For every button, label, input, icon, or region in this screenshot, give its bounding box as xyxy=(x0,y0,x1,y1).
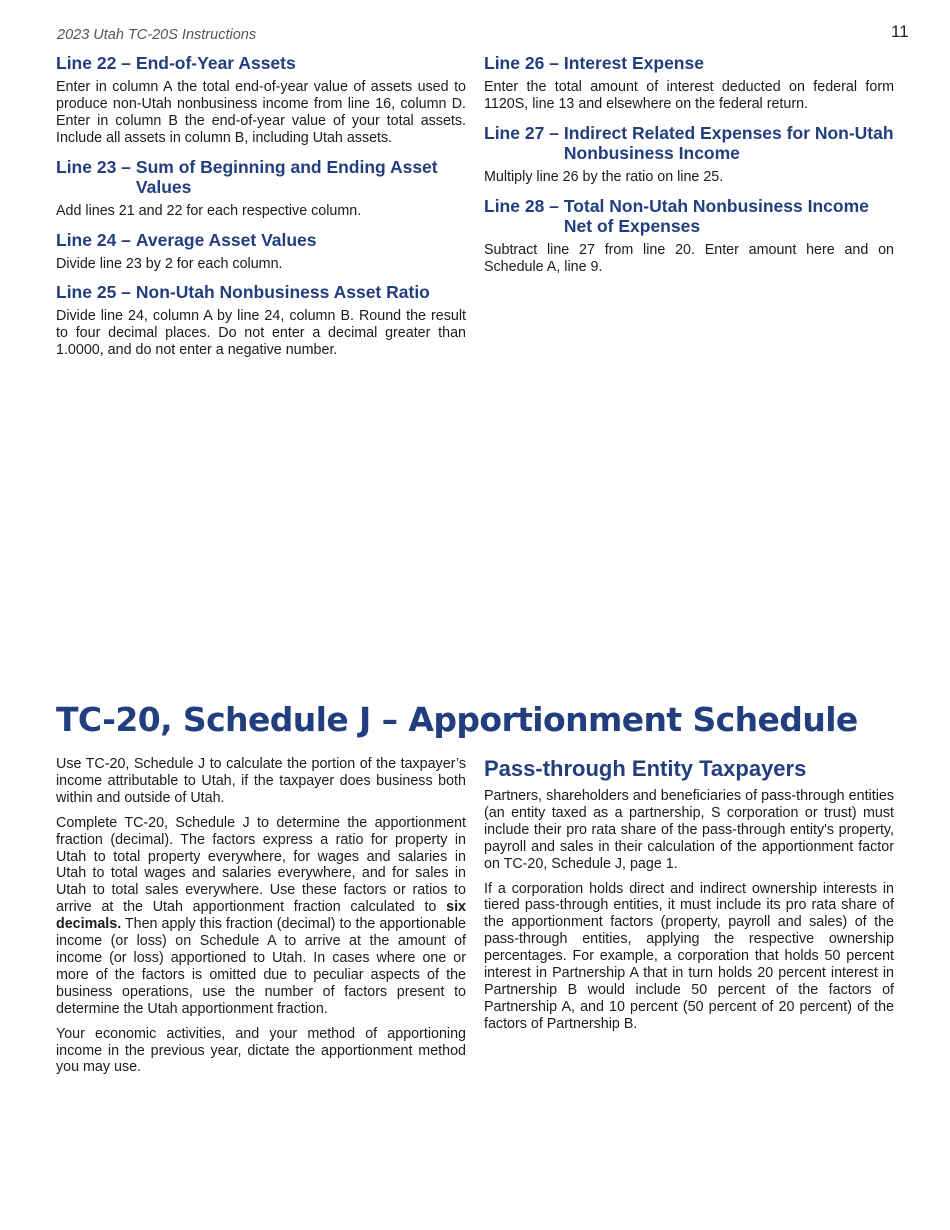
line-28-section xyxy=(484,196,894,276)
pass-through-heading: Pass-through Entity Taxpayers xyxy=(484,756,807,781)
line-number: Line 26 – xyxy=(484,53,559,73)
line-number: Line 28 – xyxy=(484,195,559,216)
line-27-section xyxy=(484,123,894,186)
paragraph-text: Then apply this fraction (decimal) to the apportionable income (or loss) on Schedule A to arrive at the amount of income (or loss) apportioned to Utah. In cases where one or more of the factors is omitted due to peculiar aspects of the business operations, use the number of factors present to determine the Utah apportionment fraction. xyxy=(56,916,466,1017)
schedule-j-title: TC-20, Schedule J – Apportionment Schedule xyxy=(56,700,858,739)
line-title: Interest Expense xyxy=(563,53,704,73)
line-heading xyxy=(484,53,894,73)
schedule-j-paragraph: Your economic activities, and your method of apportioning income in the previous year, dictate the apportionment method you may use. xyxy=(56,1025,466,1076)
line-body: Enter in column A the total end-of-year value of assets used to produce non-Utah nonbusiness income from line 16, column D. Enter in column B the end-of-year value of your total assets. Include all assets in column B, including Utah assets. xyxy=(56,79,466,146)
line-number: Line 25 – xyxy=(56,282,131,303)
line-heading xyxy=(484,123,894,163)
page-number: 11 xyxy=(891,22,909,41)
line-heading xyxy=(56,282,466,302)
line-body: Enter the total amount of interest deducted on federal form 1120S, line 13 and elsewhere on the federal return. xyxy=(484,79,894,112)
document-title: 2023 Utah TC-20S Instructions xyxy=(57,27,257,43)
line-title: Indirect Related Expenses for Non-Utah Nonbusiness Income xyxy=(563,122,894,163)
pass-through-paragraph: If a corporation holds direct and indirect ownership interests in tiered pass-through entities, it must include its pro rata share of the apportionment factors (property, payroll and sales) of the pass-through entities, applying the respective ownership percentages. For example, a corporation that holds 50 percent interest in Partnership A that in turn holds 20 percent interest in Partnership B would include 50 percent of the factors of Partnership A, and 10 percent (50 percent of 20 percent) of the factors of Partnership B. xyxy=(484,880,894,1032)
line-number: Line 24 – xyxy=(56,229,131,250)
pass-through-paragraph: Partners, shareholders and beneficiaries of pass-through entities (an entity taxed as a partnership, S corporation or trust) must include their pro rata share of the pass-through entity's property, payroll and sales in their calculation of the apportionment factor on TC-20, Schedule J, page 1. xyxy=(484,788,894,872)
line-number: Line 27 – xyxy=(484,122,559,143)
line-24-section xyxy=(56,230,466,273)
line-title: Average Asset Values xyxy=(135,229,317,250)
line-title: Total Non-Utah Nonbusiness Income Net of Expenses xyxy=(563,195,869,236)
schedule-j-left-column xyxy=(56,756,466,1084)
line-heading xyxy=(56,53,466,73)
line-title: Sum of Beginning and Ending Asset Values xyxy=(135,156,438,197)
right-column-lines-26-28 xyxy=(484,53,894,286)
line-25-section xyxy=(56,282,466,359)
line-number: Line 22 – xyxy=(56,53,131,73)
line-body: Add lines 21 and 22 for each respective column. xyxy=(56,202,362,219)
line-body: Divide line 24, column A by line 24, column B. Round the result to four decimal places. Do not enter a decimal greater than 1.0000, and do not enter a negative number. xyxy=(56,308,466,359)
line-26-section xyxy=(484,53,894,113)
bold-emphasis: six decimals. xyxy=(56,899,466,933)
line-heading xyxy=(484,196,894,236)
schedule-j-right-column xyxy=(484,756,894,1041)
line-body: Multiply line 26 by the ratio on line 25. xyxy=(484,168,724,185)
line-title: Non-Utah Nonbusiness Asset Ratio xyxy=(135,282,430,303)
line-number: Line 23 – xyxy=(56,156,131,177)
schedule-j-paragraph: Use TC-20, Schedule J to calculate the portion of the taxpayer’s income attributable to Utah, if the taxpayer does business both within and outside of Utah. xyxy=(56,756,466,806)
line-body: Divide line 23 by 2 for each column. xyxy=(56,255,283,272)
line-title: End-of-Year Assets xyxy=(135,53,296,73)
line-22-section xyxy=(56,53,466,147)
schedule-j-paragraph xyxy=(56,815,466,1018)
line-heading xyxy=(56,230,466,250)
line-heading xyxy=(56,157,466,197)
line-body: Subtract line 27 from line 20. Enter amount here and on Schedule A, line 9. xyxy=(484,241,894,275)
left-column-lines-22-25 xyxy=(56,53,466,369)
line-23-section xyxy=(56,157,466,220)
paragraph-text: Complete TC-20, Schedule J to determine the apportionment fraction (decimal). The factors express a ratio for property in Utah to total property everywhere, for wages and salaries in Utah to total wages and salaries everywhere, and for sales in Utah to total sales everywhere. Use these factors or ratios to arrive at the Utah apportionment fraction calculated to xyxy=(56,814,466,916)
